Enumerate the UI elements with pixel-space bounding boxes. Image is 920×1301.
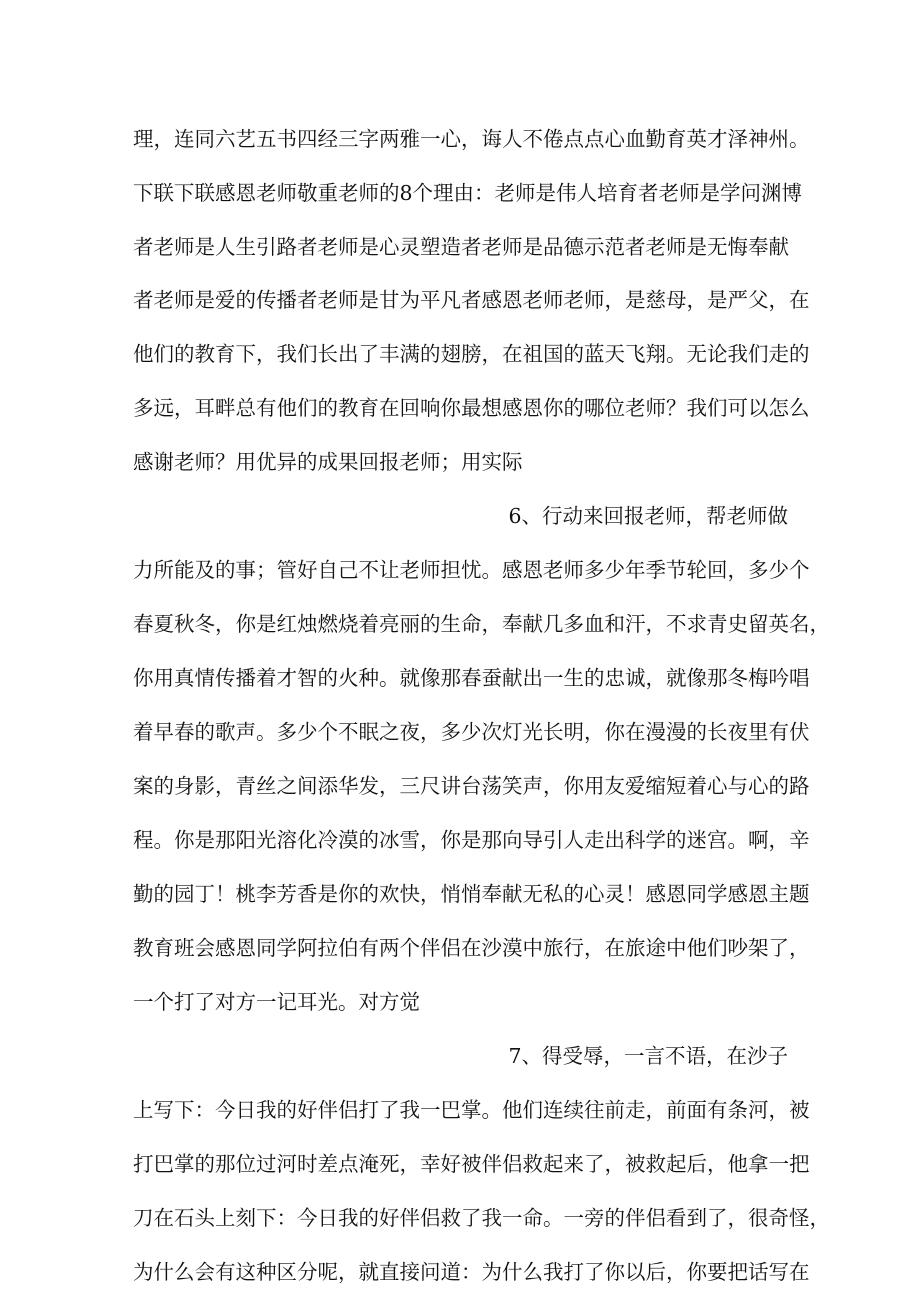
text-line: 勤的园丁！桃李芳香是你的欢快，悄悄奉献无私的心灵！感恩同学感恩主题 <box>133 882 810 906</box>
text-line: 他们的教育下，我们长出了丰满的翅膀，在祖国的蓝天飞翔。无论我们走的 <box>133 342 810 366</box>
section-heading-6: 6、行动来回报老师，帮老师做 <box>508 504 788 528</box>
section-heading-7: 7、得受辱，一言不语，在沙子 <box>508 1044 788 1068</box>
text-line: 一个打了对方一记耳光。对方觉 <box>133 990 420 1014</box>
text-line: 感谢老师？用优异的成果回报老师；用实际 <box>133 450 523 474</box>
text-line: 为什么会有这种区分呢，就直接问道：为什么我打了你以后，你要把话写在 <box>133 1260 810 1284</box>
text-line: 者老师是人生引路者老师是心灵塑造者老师是品德示范者老师是无悔奉献 <box>133 235 789 259</box>
text-line: 下联下联感恩老师敬重老师的8个理由：老师是伟人培育者老师是学问渊博 <box>133 181 803 205</box>
text-line: 教育班会感恩同学阿拉伯有两个伴侣在沙漠中旅行，在旅途中他们吵架了， <box>133 936 810 960</box>
text-line: 刀在石头上刻下：今日我的好伴侣救了我一命。一旁的伴侣看到了，很奇怪， <box>133 1206 830 1230</box>
text-line: 着早春的歌声。多少个不眠之夜，多少次灯光长明，你在漫漫的长夜里有伏 <box>133 720 810 744</box>
text-line: 打巴掌的那位过河时差点淹死，幸好被伴侣救起来了，被救起后，他拿一把 <box>133 1152 810 1176</box>
text-line: 力所能及的事；管好自己不让老师担忧。感恩老师多少年季节轮回，多少个 <box>133 558 810 582</box>
text-line: 者老师是爱的传播者老师是甘为平凡者感恩老师老师，是慈母，是严父，在 <box>133 288 810 312</box>
text-line: 理，连同六艺五书四经三字两雅一心，诲人不倦点点心血勤育英才泽神州。 <box>133 127 810 151</box>
text-line: 春夏秋冬，你是红烛燃烧着亮丽的生命，奉献几多血和汗，不求青史留英名， <box>133 612 830 636</box>
text-line: 多远，耳畔总有他们的教育在回响你最想感恩你的哪位老师？我们可以怎么 <box>133 396 810 420</box>
text-line: 你用真情传播着才智的火种。就像那春蚕献出一生的忠诚，就像那冬梅吟唱 <box>133 666 810 690</box>
text-line: 上写下：今日我的好伴侣打了我一巴掌。他们连续往前走，前面有条河，被 <box>133 1098 810 1122</box>
text-line: 案的身影，青丝之间添华发，三尺讲台荡笑声，你用友爱缩短着心与心的路 <box>133 774 810 798</box>
text-line: 程。你是那阳光溶化冷漠的冰雪，你是那向导引人走出科学的迷宫。啊，辛 <box>133 828 810 852</box>
